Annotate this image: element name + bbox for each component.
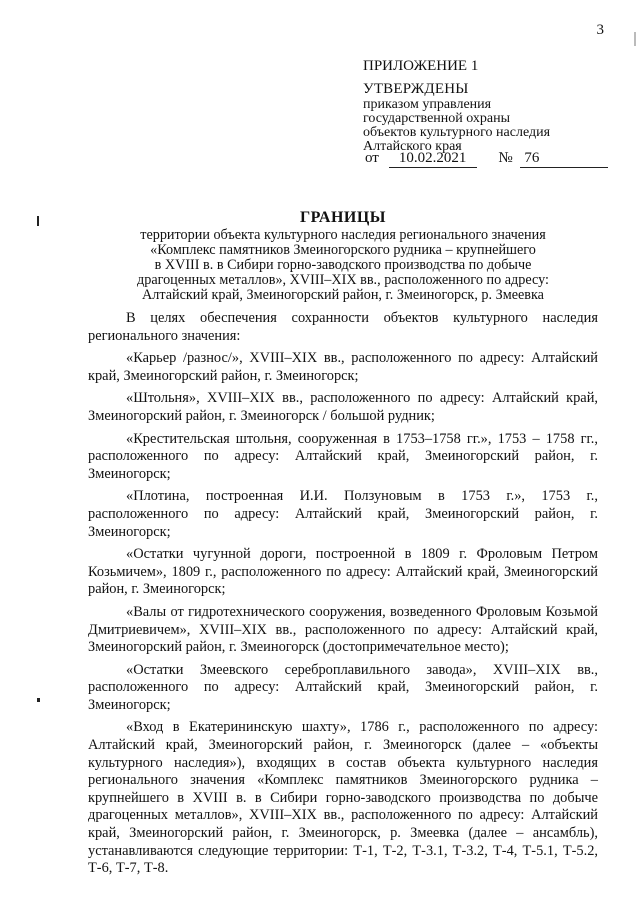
order-date: 10.02.2021 xyxy=(389,150,477,168)
order-number-label: № xyxy=(498,150,513,166)
body-paragraph: «Крестительская штольня, сооруженная в 1753–1758 гг.», 1753 – 1758 гг., расположенного по адресу: Алтайский край, Змеиногорский район, г. Змеиногорск; xyxy=(88,430,598,482)
approval-line: объектов культурного наследия xyxy=(363,125,551,140)
appendix-label: ПРИЛОЖЕНИЕ 1 xyxy=(363,58,479,74)
order-from-label: от xyxy=(365,150,379,166)
approval-title: УТВЕРЖДЕНЫ xyxy=(363,81,469,97)
document-heading xyxy=(88,208,598,303)
body-paragraph: В целях обеспечения сохранности объектов культурного наследия регионального значения: xyxy=(88,310,598,344)
heading-line: в XVIII в. в Сибири горно-заводского производства по добыче xyxy=(154,257,532,273)
body-paragraph: «Остатки Змеевского сереброплавильного завода», XVIII–XIX вв., расположенного по адресу: Алтайский край, Змеиногорский район, г. Змеиногорск; xyxy=(88,661,598,713)
scan-edge-mark xyxy=(634,32,636,46)
heading-line: Алтайский край, Змеиногорский район, г. Змеиногорск, р. Змеевка xyxy=(142,287,544,303)
order-reference xyxy=(365,150,608,168)
scan-margin-dot xyxy=(37,698,40,702)
heading-line: «Комплекс памятников Змеиногорского рудника – крупнейшего xyxy=(150,242,536,258)
body-paragraph: «Плотина, построенная И.И. Ползуновым в 1753 г.», 1753 г., расположенного по адресу: Алтайский край, Змеиногорский район, г. Змеиногорск; xyxy=(88,488,598,540)
body-paragraph: «Карьер /разнос/», XVIII–XIX вв., расположенного по адресу: Алтайский край, Змеиногорский район, г. Змеиногорск; xyxy=(88,350,598,384)
approval-line: государственной охраны xyxy=(363,111,511,126)
approval-block xyxy=(363,81,550,154)
body-paragraph: «Штольня», XVIII–XIX вв., расположенного по адресу: Алтайский край, Змеиногорский район, г. Змеиногорск / большой рудник; xyxy=(88,390,598,424)
approval-line: приказом управления xyxy=(363,97,492,112)
body-paragraph: «Валы от гидротехнического сооружения, возведенного Фроловым Козьмой Дмитриевичем», XVIII–XIX вв., расположенного по адресу: Алтайский край, Змеиногорский район, г. Змеиногорск (достопримечательное место); xyxy=(88,603,598,656)
page-number: 3 xyxy=(596,22,604,38)
order-number: 76 xyxy=(520,150,608,168)
scan-margin-mark xyxy=(37,216,39,226)
document-body xyxy=(88,310,598,883)
body-paragraph: «Остатки чугунной дороги, построенной в 1809 г. Фроловым Петром Козьмичем», 1809 г., расположенного по адресу: Алтайский край, Змеиногорский район, г. Змеиногорск; xyxy=(88,546,598,598)
body-paragraph: «Вход в Екатерининскую шахту», 1786 г., расположенного по адресу: Алтайский край, Змеиногорский район, г. Змеиногорск (далее – «объекты культурного наследия»), входящих в состав объекта культурного наследия регионального значения «Комплекс памятников Змеиногорского рудника – крупнейшего в XVIII в. в Сибири горно-заводского производства по добыче драгоценных металлов», XVIII–XIX вв., расположенного по адресу: Алтайский край, Змеиногорский район, г. Змеиногорск, р. Змеевка (далее – ансамбль), устанавливаются следующие территории: Т-1, Т-2, Т-3.1, Т-3.2, Т-4, Т-5.1, Т-5.2, Т-6, Т-7, Т-8. xyxy=(88,719,598,877)
heading-title: ГРАНИЦЫ xyxy=(299,209,386,226)
heading-line: территории объекта культурного наследия регионального значения xyxy=(140,227,546,243)
approval-line: Алтайского края xyxy=(363,139,462,154)
heading-line: драгоценных металлов», XVIII–XIX вв., расположенного по адресу: xyxy=(137,272,549,288)
